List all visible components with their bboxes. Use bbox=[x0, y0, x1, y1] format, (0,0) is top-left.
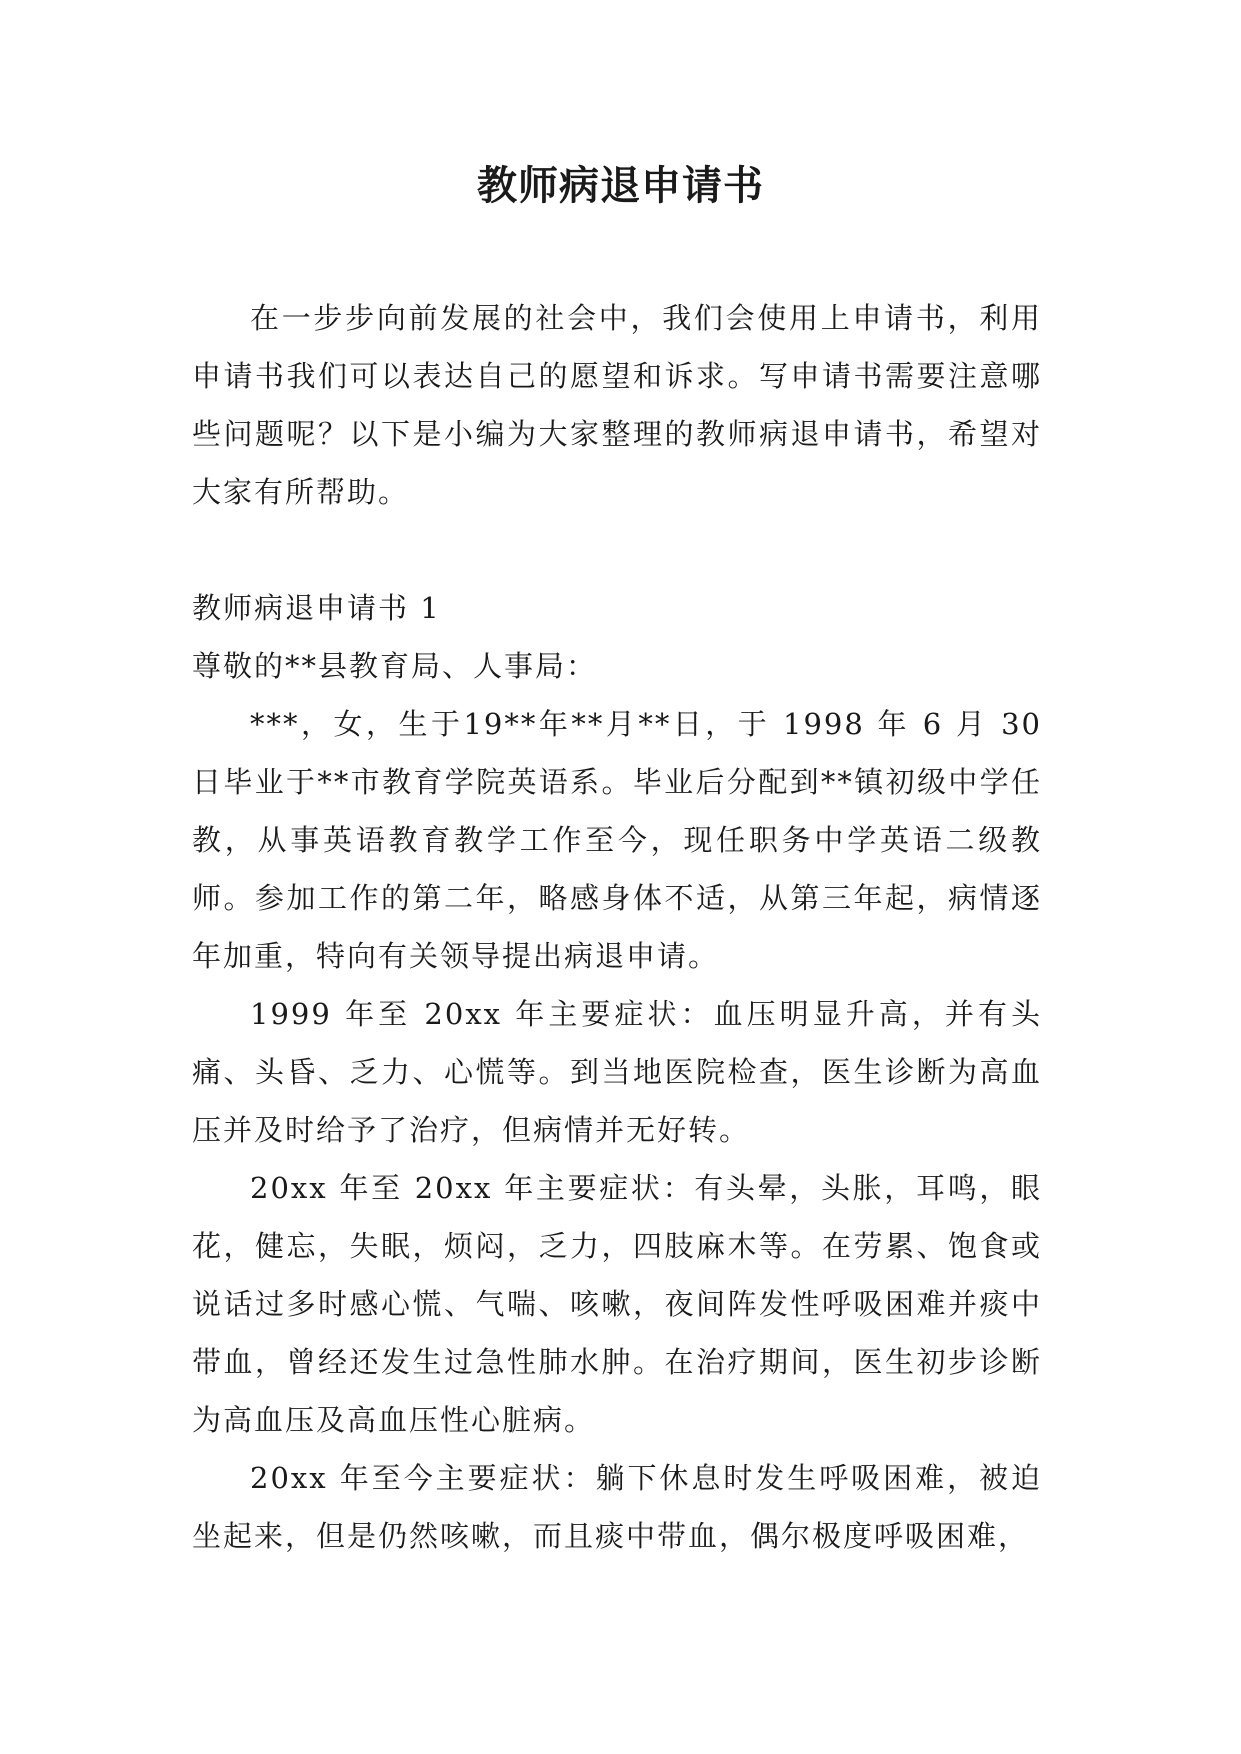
salutation: 尊敬的**县教育局、人事局： bbox=[192, 649, 598, 683]
intro-paragraph: 在一步步向前发展的社会中，我们会使用上申请书，利用申请书我们可以表达自己的愿望和诉求。写申请书需要注意哪些问题呢？以下是小编为大家整理的教师病退申请书，希望对大家有所帮助。 bbox=[192, 301, 1042, 509]
body-paragraph-3: 20xx 年至 20xx 年主要症状：有头晕，头胀，耳鸣，眼花，健忘，失眠，烦闷，乏力，四肢麻木等。在劳累、饱食或说话过多时感心慌、气喘、咳嗽，夜间阵发性呼吸困难并痰中带血，曾经还发生过急性肺水肿。在治疗期间，医生初步诊断为高血压及高血压性心脏病。 bbox=[192, 1171, 1042, 1437]
paragraph-gap bbox=[192, 521, 1042, 579]
document-body bbox=[192, 289, 1042, 1565]
section-heading: 教师病退申请书 1 bbox=[192, 591, 441, 625]
document-title: 教师病退申请书 bbox=[477, 163, 764, 209]
body-paragraph-1: ***，女，生于19**年**月**日，于 1998 年 6 月 30 日毕业于**市教育学院英语系。毕业后分配到**镇初级中学任教，从事英语教育教学工作至今，现任职务中学英语二级教师。参加工作的第二年，略感身体不适，从第三年起，病情逐年加重，特向有关领导提出病退申请。 bbox=[192, 707, 1042, 973]
body-paragraph-4: 20xx 年至今主要症状：躺下休息时发生呼吸困难，被迫坐起来，但是仍然咳嗽，而且痰中带血，偶尔极度呼吸困难， bbox=[192, 1461, 1042, 1553]
body-paragraph-2: 1999 年至 20xx 年主要症状：血压明显升高，并有头痛、头昏、乏力、心慌等。到当地医院检查，医生诊断为高血压并及时给予了治疗，但病情并无好转。 bbox=[192, 997, 1042, 1147]
